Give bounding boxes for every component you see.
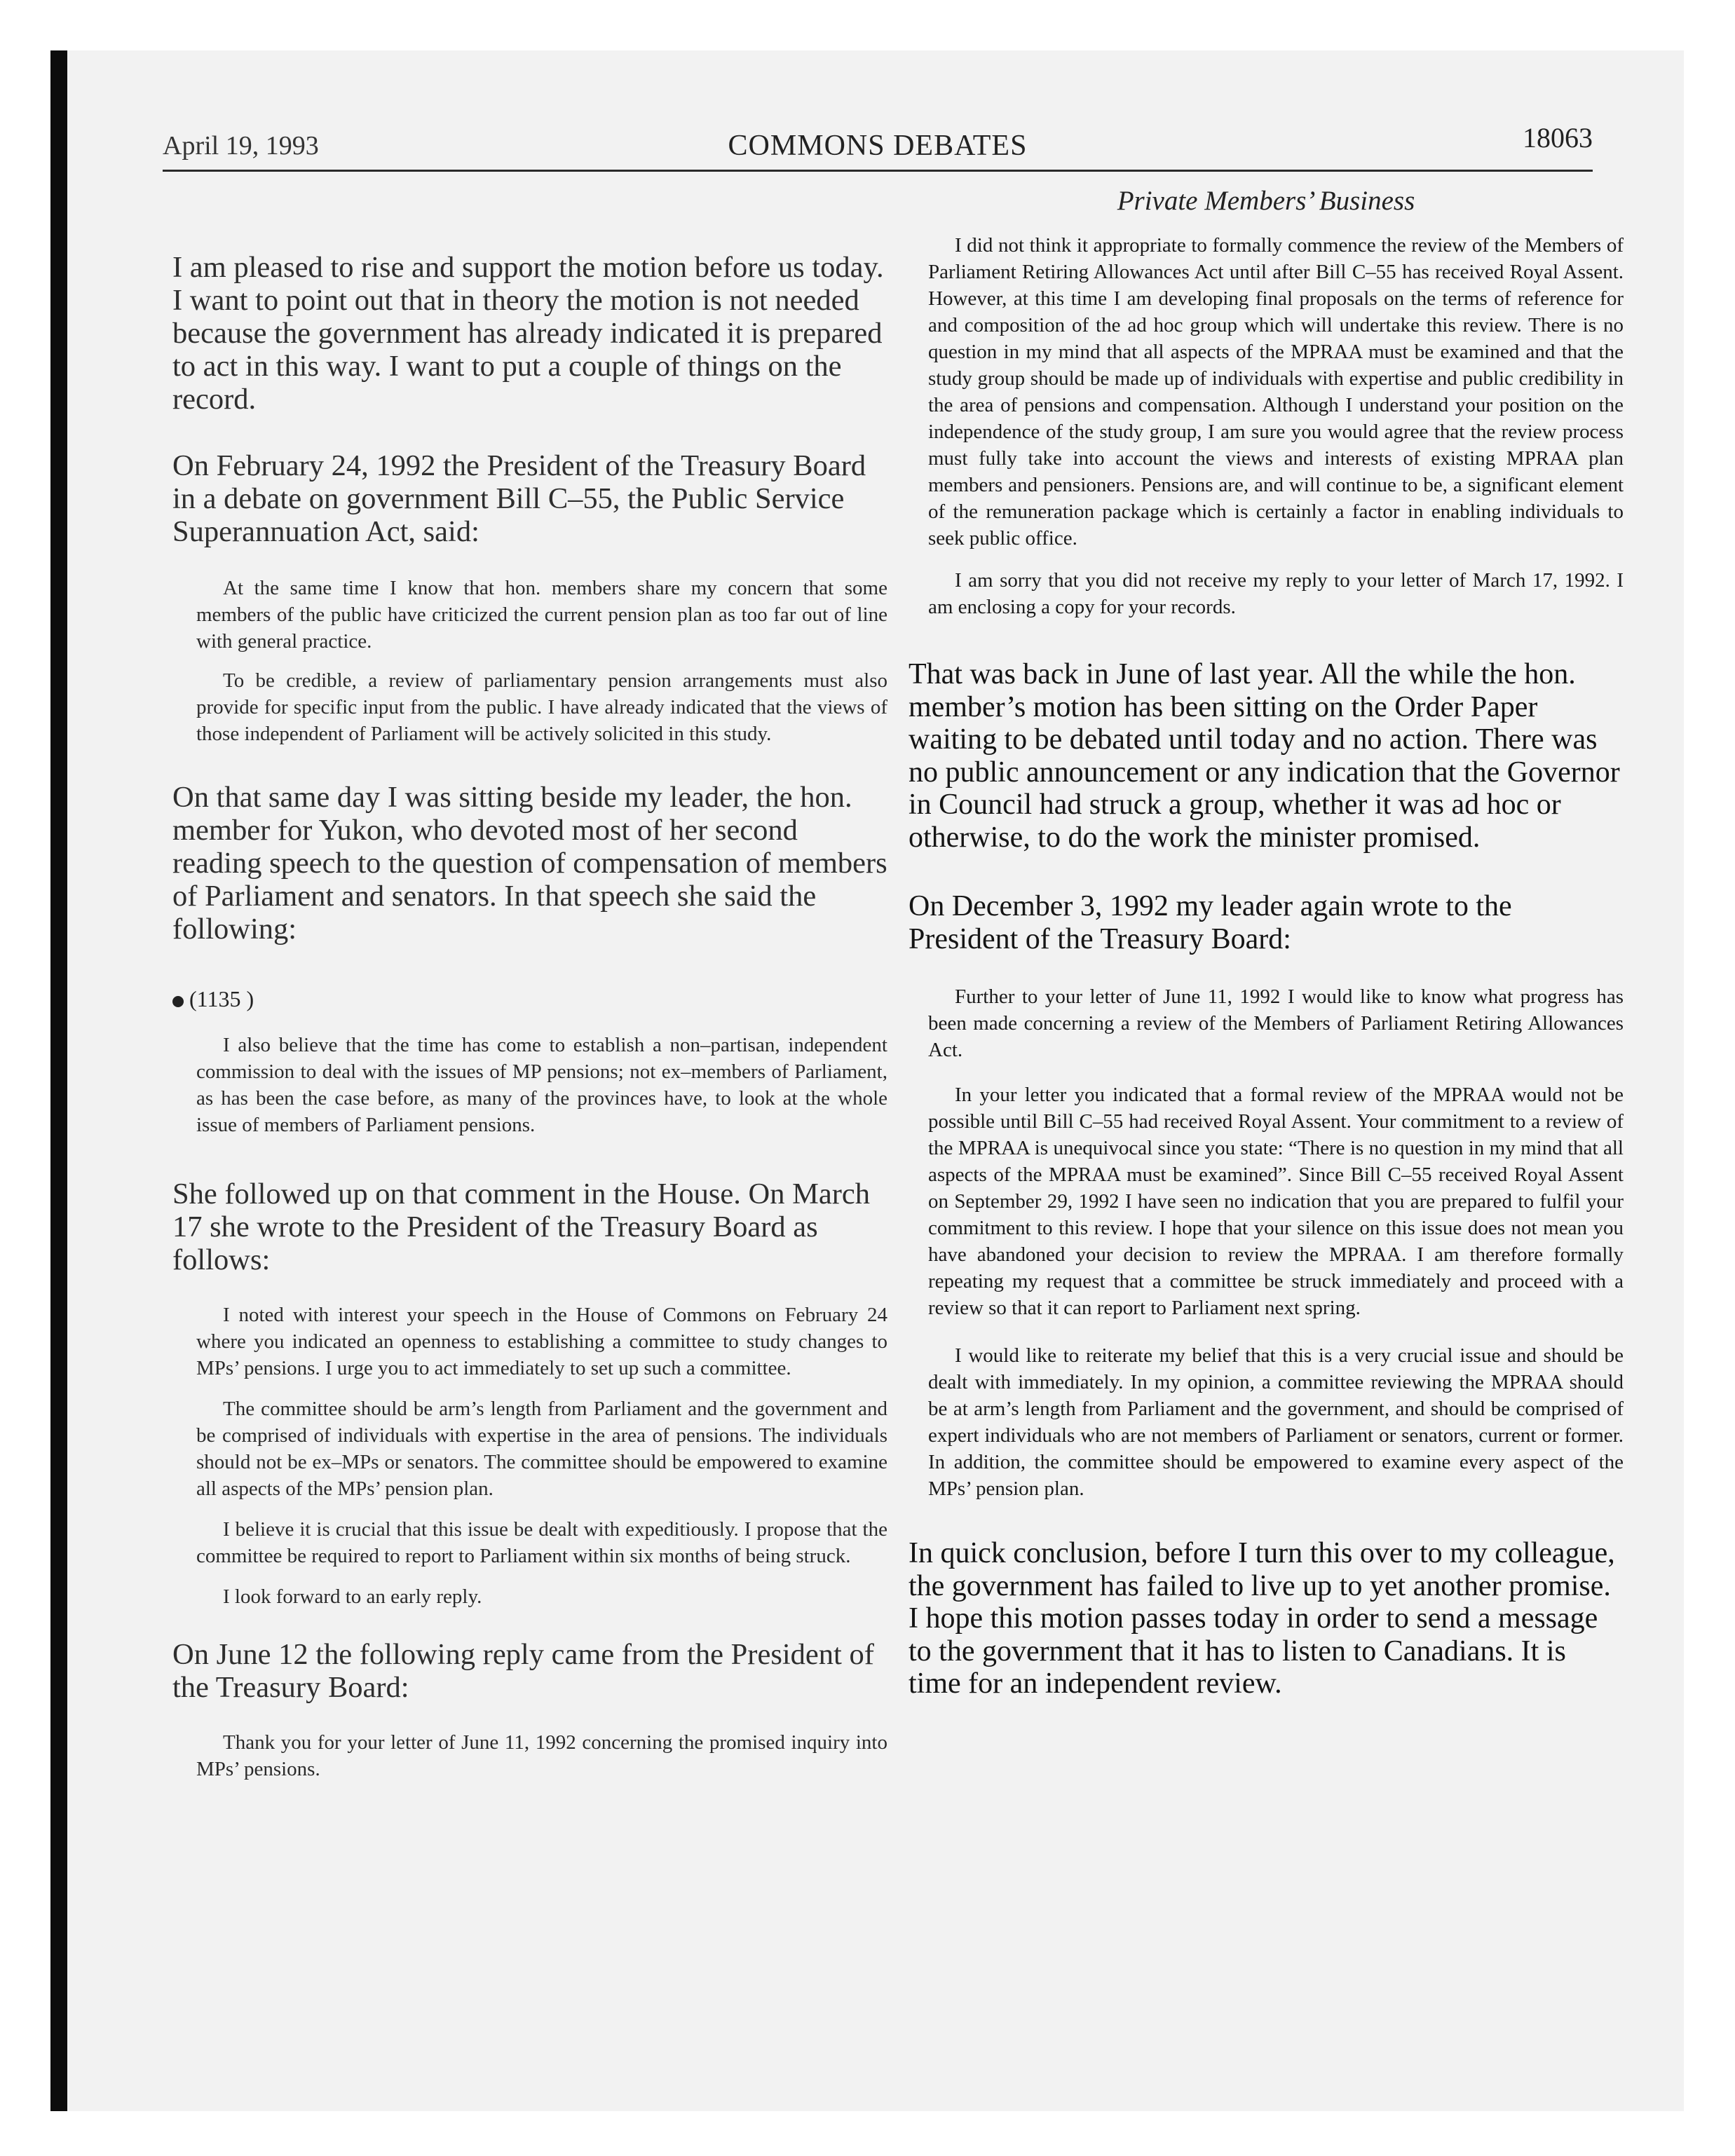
quotation: I also believe that the time has come to establish a non–partisan, independent commission to deal with the issues of MP pensions; not ex–members of Parliament, as has been the case before, as many of the provinces have, to look at the whole issue of members of Parliament pensions.: [196, 1034, 887, 1136]
quotation: I believe it is crucial that this issue be dealt with expeditiously. I propose that the committee be required to report to Parliament within six months of being struck.: [196, 1518, 887, 1567]
paragraph: On February 24, 1992 the President of the Treasury Board in a debate on government Bill C–55, the Public Service Superannuation Act, said:: [172, 449, 866, 548]
quotation: I would like to reiterate my belief that this is a very crucial issue and should be dealt with immediately. In my opinion, a committee reviewing the MPRAA should be at arm’s length from Parliament and the government, and should be comprised of expert individuals who are not members of Parliament or senators, current or former. In addition, the committee should be empowered to examine every aspect of the MPs’ pension plan.: [928, 1344, 1624, 1500]
quotation: I did not think it appropriate to formally commence the review of the Members of Parliament Retiring Allowances Act until after Bill C–55 has received Royal Assent. However, at this time I am developing final proposals on the terms of reference for and composition of the ad hoc group which will undertake this review. There is no question in my mind that all aspects of the MPRAA must be examined and that the study group should be made up of individuals with expertise and public credibility in the area of pensions and compensation. Although I understand your position on the independence of the study group, I am sure you would agree that the review process must fully take into account the views and interests of existing MPRAA plan members and pensioners. Pensions are, and will continue to be, a significant element of the remuneration package which is certainly a factor in enabling individuals to seek public office.: [928, 234, 1624, 550]
page-number: 18063: [1523, 122, 1593, 153]
paragraph: On that same day I was sitting beside my leader, the hon. member for Yukon, who devoted most of her second reading speech to the question of compensation of members of Parliament and senators. In that speech she said the following:: [172, 781, 887, 946]
paragraph: That was back in June of last year. All the while the hon. member’s motion has been sitting on the Order Paper waiting to be debated until today and no action. There was no public announcement or any indication that the Governor in Council had struck a group, whether it was ad hoc or otherwise, to do the work the minister promised.: [909, 658, 1620, 854]
time-marker: [172, 986, 887, 1012]
quotation: I look forward to an early reply.: [223, 1585, 482, 1608]
paragraph: On June 12 the following reply came from the President of the Treasury Board:: [172, 1638, 874, 1704]
quotation: The committee should be arm’s length from Parliament and the government and be comprised of individuals with expertise in the area of pensions. The individuals should not be ex–MPs or senators. The committee should be empowered to examine all aspects of the MPs’ pension plan.: [196, 1398, 887, 1500]
quotation: I am sorry that you did not receive my reply to your letter of March 17, 1992. I am enclosing a copy for your records.: [928, 569, 1624, 618]
paragraph: On December 3, 1992 my leader again wrote to the President of the Treasury Board:: [909, 890, 1512, 955]
time-marker-label: (1135 ): [189, 986, 254, 1011]
header-title: COMMONS DEBATES: [728, 130, 1028, 162]
paragraph: She followed up on that comment in the House. On March 17 she wrote to the President of the Treasury Board as follows:: [172, 1178, 871, 1276]
quotation: I noted with interest your speech in the House of Commons on February 24 where you indicated an openness to establishing a committee to study changes to MPs’ pensions. I urge you to act immediately to set up such a committee.: [196, 1304, 887, 1379]
quotation: At the same time I know that hon. members share my concern that some members of the public have criticized the current pension plan as too far out of line with general practice.: [196, 577, 887, 653]
section-title: Private Members’ Business: [1117, 186, 1415, 216]
right-column: [909, 185, 1624, 1700]
scan-edge-shadow: [50, 50, 67, 2111]
paragraph: In quick conclusion, before I turn this over to my colleague, the government has failed to live up to yet another promise. I hope this motion passes today in order to send a message to the government that it has to listen to Canadians. It is time for an independent review.: [909, 1537, 1615, 1700]
quotation: Further to your letter of June 11, 1992 I would like to know what progress has been made concerning a review of the Members of Parliament Retiring Allowances Act.: [928, 985, 1624, 1061]
page-header: [163, 118, 1593, 172]
header-date: April 19, 1993: [163, 131, 319, 161]
paragraph: I am pleased to rise and support the motion before us today. I want to point out that in theory the motion is not needed because the government has already indicated it is prepared to act in this way. I want to put a couple of things on the record.: [172, 251, 884, 416]
quotation: In your letter you indicated that a formal review of the MPRAA would not be possible until Bill C–55 had received Royal Assent. Your commitment to a review of the MPRAA is unequivocal since you state: “There is no question in my mind that all aspects of the MPRAA must be examined”. Since Bill C–55 received Royal Assent on September 29, 1992 I have seen no indication that you are prepared to fulfil your commitment to this review. I hope that your silence on this issue does not mean you have abandoned your decision to review the MPRAA. I am therefore formally repeating my request that a committee be struck immediately and proceed with a review so that it can report to Parliament next spring.: [928, 1084, 1624, 1319]
bullet-icon: [172, 996, 184, 1007]
left-column: [172, 185, 887, 1782]
quotation: Thank you for your letter of June 11, 1992 concerning the promised inquiry into MPs’ pensions.: [196, 1731, 887, 1780]
quotation: To be credible, a review of parliamentary pension arrangements must also provide for specific input from the public. I have already indicated that the views of those independent of Parliament will be actively solicited in this study.: [196, 669, 887, 745]
